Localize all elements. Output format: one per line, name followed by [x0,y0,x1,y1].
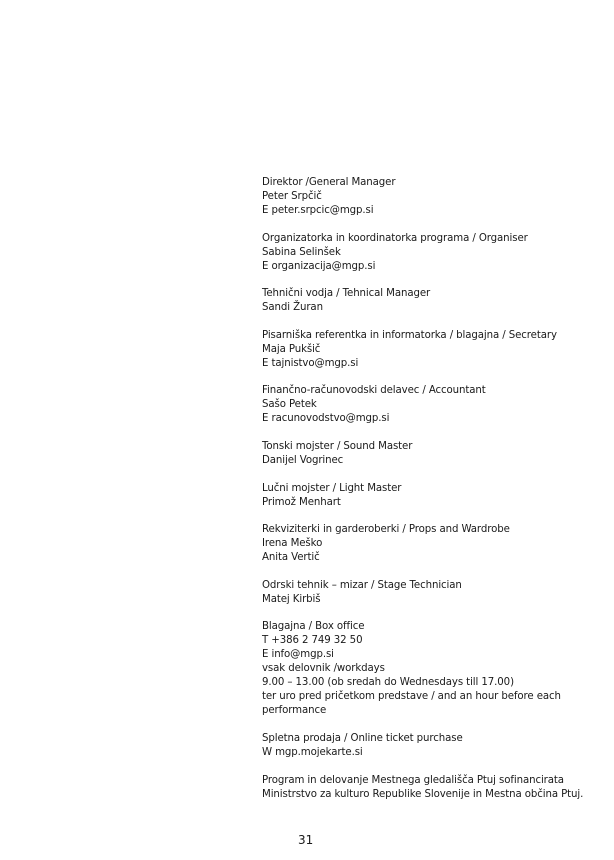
staff-name: Maja Pukšič [262,343,321,355]
staff-entry-technical-manager [262,287,592,315]
staff-name-second: Anita Vertič [262,552,320,564]
staff-role: Direktor /General Manager [262,177,396,188]
staff-role: Tonski mojster / Sound Master [262,440,413,452]
staff-role: Tehnični vodja / Tehnical Manager [262,288,431,300]
online-sales-title: Spletna prodaja / Online ticket purchase [262,732,463,744]
staff-email[interactable]: E peter.srpcic@mgp.si [262,205,374,216]
box-office-section [262,620,592,718]
staff-role: Organizatorka in koordinatorka programa / Organiser [262,232,528,244]
staff-entry-stage-technician [262,579,592,607]
box-office-phone[interactable]: T +386 2 749 32 50 [262,635,363,647]
staff-name: Danijel Vogrinec [262,454,344,466]
staff-email[interactable]: E organizacija@mgp.si [262,260,376,272]
staff-name: Irena Meško [262,538,323,550]
staff-entry-sound-master [262,440,592,468]
box-office-title: Blagajna / Box office [262,621,365,633]
staff-name: Sandi Žuran [262,302,323,314]
staff-role: Lučni mojster / Light Master [262,482,402,494]
staff-name: Sašo Petek [262,399,317,411]
staff-role: Pisarniška referentka in informatorka / blagajna / Secretary [262,329,557,341]
box-office-hours: 9.00 – 13.00 (ob sredah do Wednesdays till 17.00) [262,677,514,689]
staff-entry-secretary [262,329,592,371]
staff-entry-accountant [262,384,592,426]
staff-entry-props-wardrobe [262,523,592,565]
staff-entry-organiser [262,232,592,274]
online-sales-link[interactable]: W mgp.mojekarte.si [262,746,363,758]
staff-name: Sabina Selinšek [262,246,341,258]
staff-email[interactable]: E tajnistvo@mgp.si [262,357,359,369]
online-sales-section [262,732,592,760]
box-office-days: vsak delovnik /workdays [262,663,385,675]
staff-name: Primož Menhart [262,496,341,508]
staff-name: Matej Kirbiš [262,593,321,605]
box-office-before-performance: ter uro pred pričetkom predstave / and an hour before each performance [262,691,561,717]
page-number: 31 [298,833,314,847]
funding-statement: Program in delovanje Mestnega gledališča Ptuj sofinancirata Ministrstvo za kulturo Republike Slovenije in Mestna občina Ptuj. [262,774,584,800]
staff-directory [262,176,592,815]
staff-name: Peter Srpčič [262,191,322,202]
staff-email[interactable]: E racunovodstvo@mgp.si [262,413,390,425]
staff-entry-light-master [262,482,592,510]
staff-role: Rekviziterki in garderoberki / Props and Wardrobe [262,524,510,536]
staff-role: Odrski tehnik – mizar / Stage Technician [262,579,462,591]
staff-entry-director [262,176,592,218]
funding-section [262,774,592,802]
box-office-email[interactable]: E info@mgp.si [262,649,334,661]
staff-role: Finančno-računovodski delavec / Accountant [262,385,486,397]
